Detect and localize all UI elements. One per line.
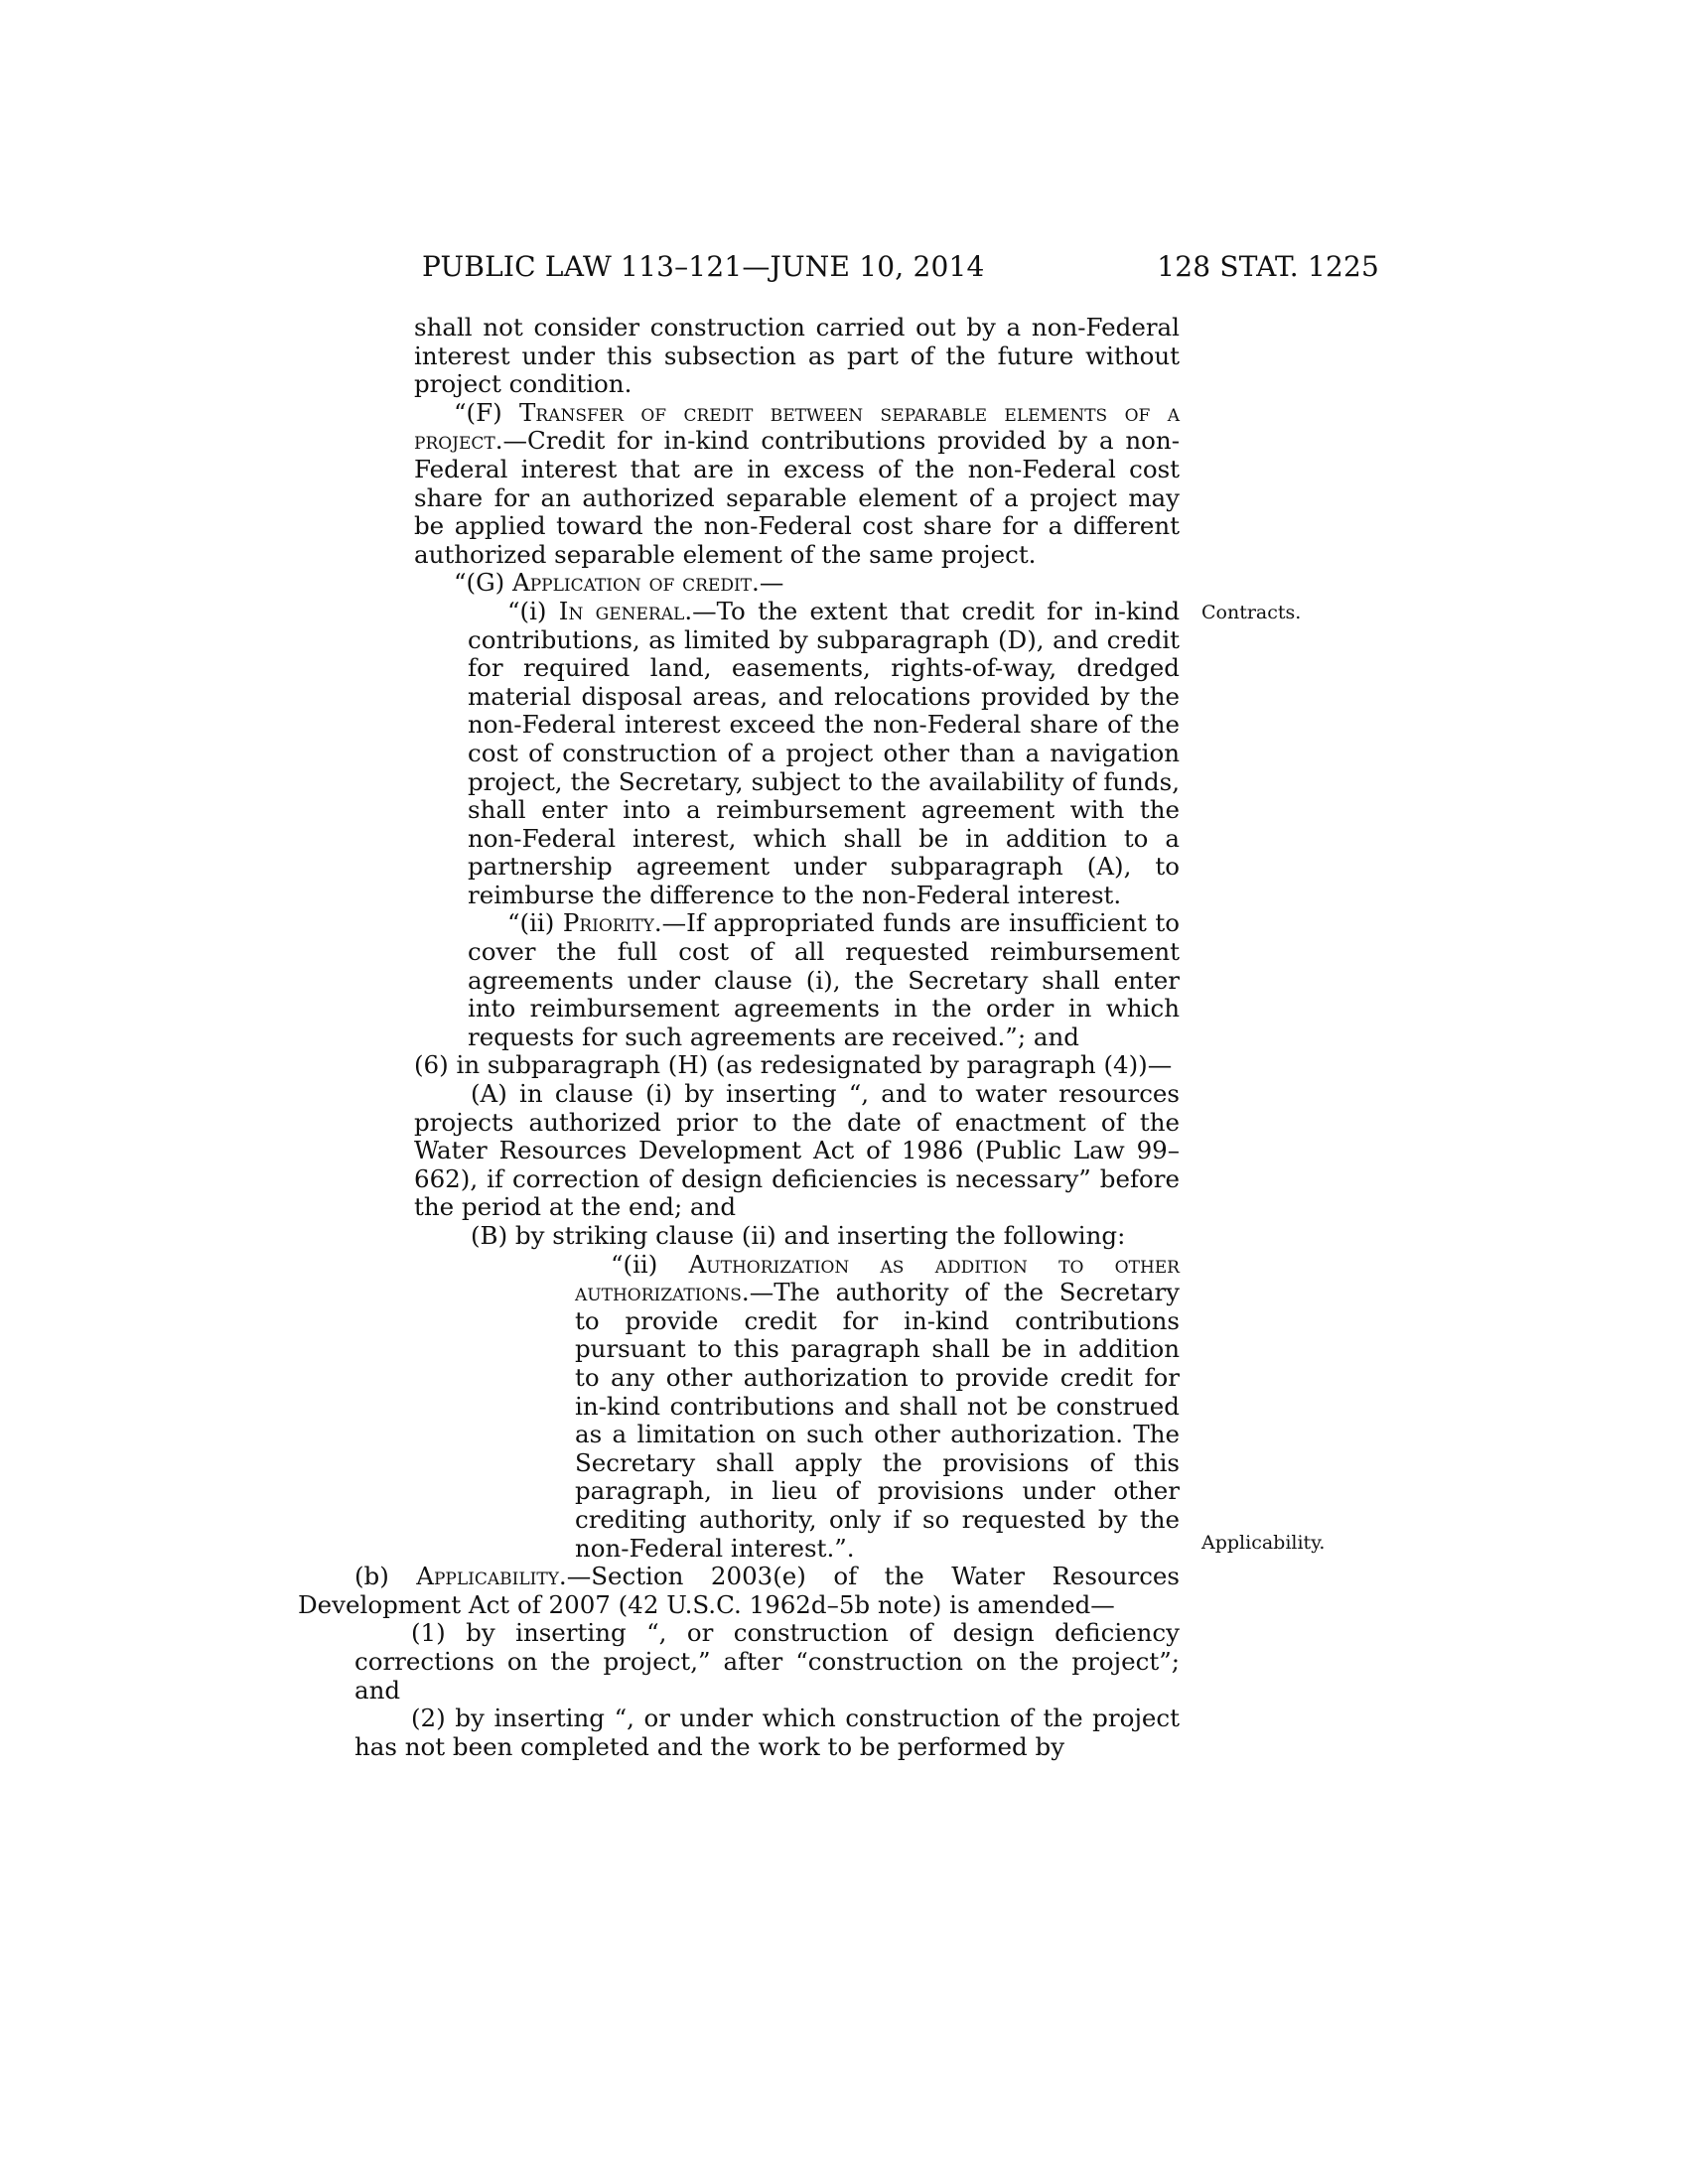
- section-b-label: (b): [354, 1562, 417, 1591]
- clause-ii-label: “(ii): [507, 908, 563, 938]
- paragraph-item-1: (1) by inserting “, or construction of design deficiency corrections on the project,” after “construction on the project”; and: [354, 1618, 1180, 1705]
- stat-page-number: 128 STAT. 1225: [1157, 250, 1379, 283]
- inserted-clause-ii-heading: Authorization as addition to other authorizations: [575, 1249, 1180, 1307]
- document-body: [298, 314, 1180, 1761]
- inserted-clause-ii-label: “(ii): [611, 1249, 689, 1279]
- paragraph-section-b: [298, 1563, 1180, 1619]
- section-b-text: .—Section 2003(e) of the Water Resources Development Act of 2007 (42 U.S.C. 1962d–5b note) is amended—: [298, 1562, 1180, 1619]
- clause-i-heading: In general: [558, 596, 685, 625]
- margin-note-contracts: Contracts.: [1201, 602, 1302, 623]
- subparagraph-f-heading: Transfer of credit between separable elements of a project: [414, 397, 1180, 456]
- section-b-heading: Applicability: [416, 1562, 559, 1591]
- clause-i-text: .—To the extent that credit for in-kind contributions, as limited by subparagraph (D), and credit for required land, easements, rights-of-way, dredged material disposal areas, and relocations provided by the non-Federal interest exceed the non-Federal share of the cost of construction of a project other than a navigation project, the Secretary, subject to the availability of funds, shall enter into a reimbursement agreement with the non-Federal interest, which shall be in addition to a partnership agreement under subparagraph (A), to reimburse the difference to the non-Federal interest.: [468, 596, 1181, 909]
- page-header: [422, 250, 1379, 290]
- inserted-clause-ii-text: .—The authority of the Secretary to provide credit for in-kind contributions pursuant to this paragraph shall be in addition to any other authorization to provide credit for in-kind contributions and shall not be construed as a limitation on such other authorization. The Secretary shall apply the provisions of this paragraph, in lieu of provisions under other crediting authority, only if so requested by the non-Federal interest.”.: [575, 1278, 1180, 1563]
- paragraph-subparagraph-g: [414, 569, 1180, 598]
- subparagraph-f-text: .—Credit for in-kind contributions provided by a non-Federal interest that are in excess of the non-Federal cost share for an authorized separable element of a project may be applied toward the non-Federal cost share for a different authorized separable element of the same project.: [414, 426, 1180, 569]
- clause-ii-text: .—If appropriated funds are insufficient to cover the full cost of all requested reimbursement agreements under clause (i), the Secretary shall enter into reimbursement agreements in the order in which requests for such agreements are received.”; and: [468, 908, 1180, 1051]
- running-title: PUBLIC LAW 113–121—JUNE 10, 2014: [422, 250, 985, 283]
- paragraph-item-b: (B) by striking clause (ii) and inserting the following:: [471, 1221, 1126, 1250]
- paragraph-subparagraph-f: [414, 399, 1180, 570]
- margin-note-applicability: Applicability.: [1201, 1532, 1326, 1554]
- paragraph-clause-i: [468, 598, 1180, 910]
- clause-i-label: “(i): [507, 596, 559, 625]
- subparagraph-g-text: .—: [752, 568, 784, 598]
- subparagraph-f-label: “(F): [454, 397, 520, 427]
- paragraph-item-a: (A) in clause (i) by inserting “, and to water resources projects authorized prior to the date of enactment of the Water Resources Development Act of 1986 (Public Law 99–662), if correction of design deficiencies is necessary” before the period at the end; and: [414, 1079, 1180, 1222]
- paragraph-continuation: shall not consider construction carried out by a non-Federal interest under this subsection as part of the future without project condition.: [414, 313, 1180, 399]
- paragraph-inserted-clause-ii: [575, 1251, 1180, 1564]
- paragraph-item-2: (2) by inserting “, or under which construction of the project has not been completed and the work to be performed by: [354, 1704, 1180, 1761]
- subparagraph-g-heading: Application of credit: [512, 568, 753, 598]
- subparagraph-g-label: “(G): [454, 568, 513, 598]
- clause-ii-heading: Priority: [562, 908, 654, 938]
- paragraph-item-6: (6) in subparagraph (H) (as redesignated by paragraph (4))—: [414, 1050, 1173, 1080]
- paragraph-clause-ii: [468, 909, 1180, 1051]
